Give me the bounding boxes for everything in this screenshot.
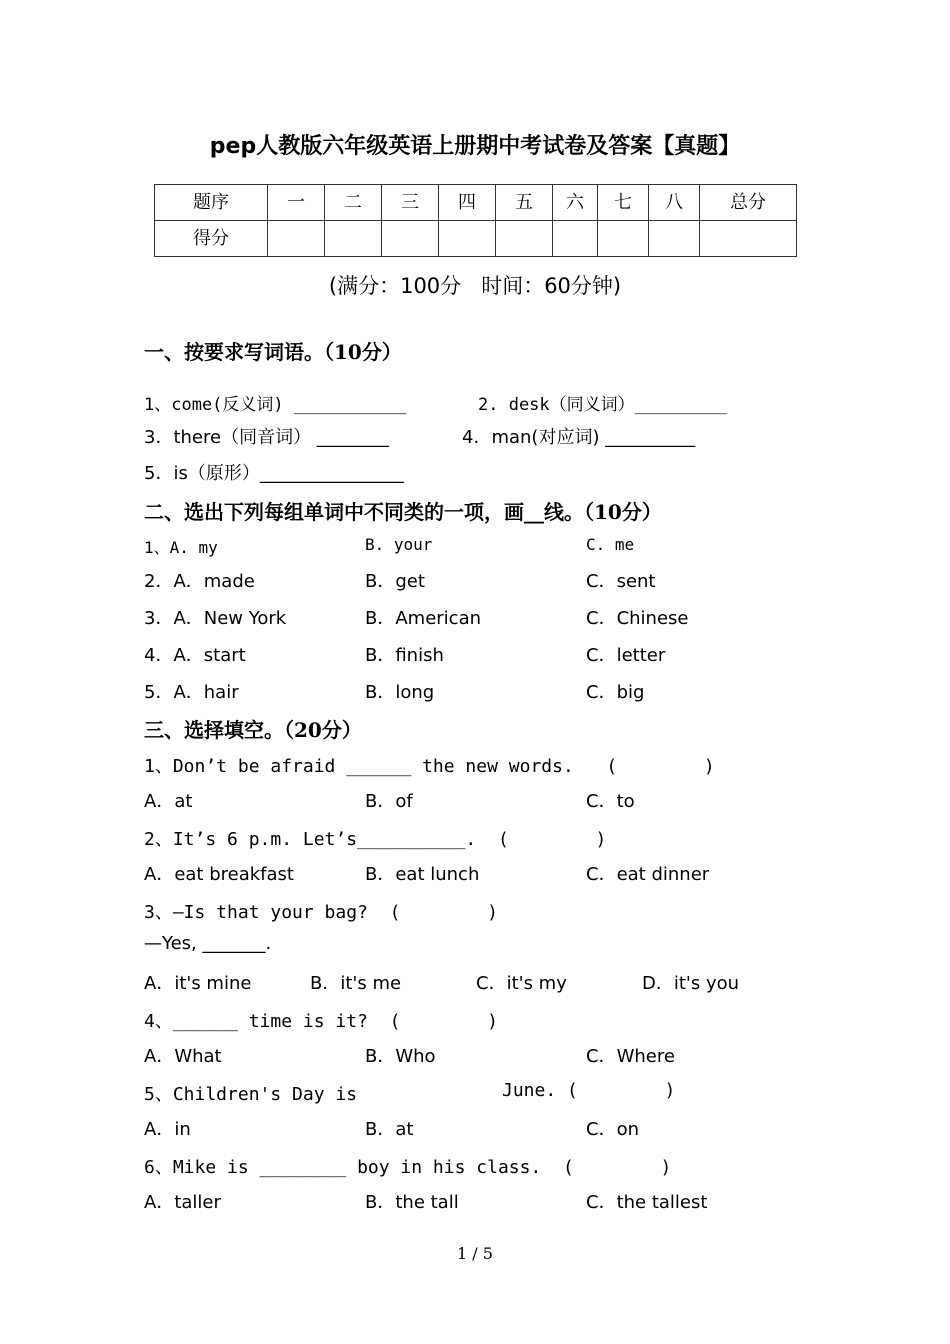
score-table <box>154 184 797 257</box>
s3-q1-option-c: C．to <box>586 791 635 812</box>
section-1-heading: 一、按要求写词语。（10分） <box>144 340 402 364</box>
s3-q6-option-a: A．taller <box>144 1192 221 1213</box>
s3-q2-option-c: C．eat dinner <box>586 864 710 885</box>
score-header-cell: 三 <box>382 185 439 221</box>
s3-q5-option-b: B．at <box>365 1119 414 1140</box>
s2-row-3-a: 3．A．New York <box>144 608 287 629</box>
s3-q5-option-a: A．in <box>144 1119 191 1140</box>
s3-question-6: 6、Mike is ________ boy in his class. ( ) <box>144 1157 672 1178</box>
s2-row-3-b: B．American <box>365 608 482 629</box>
section-2-heading: 二、选出下列每组单词中不同类的一项，画__线。（10分） <box>144 500 662 524</box>
score-table-score-row <box>155 221 797 257</box>
score-header-cell: 七 <box>598 185 649 221</box>
s1-question-3: 3．there（同音词） ________ <box>144 427 389 448</box>
s3-q3-option-c: C．it's my <box>476 973 567 994</box>
s3-question-4: 4、______ time is it? ( ) <box>144 1011 498 1032</box>
s1-question-5: 5．is（原形）________________ <box>144 463 404 484</box>
s1-question-2: 2. desk（同义词）_________ <box>478 395 727 415</box>
score-header-cell: 题序 <box>155 185 268 221</box>
score-input-cell[interactable] <box>649 221 700 257</box>
score-table-header-row <box>155 185 797 221</box>
page-title: pep人教版六年级英语上册期中考试卷及答案【真题】 <box>209 134 741 159</box>
s2-row-4-b: B．finish <box>365 645 444 666</box>
s2-row-2-c: C．sent <box>586 571 656 592</box>
score-header-cell: 四 <box>439 185 496 221</box>
s3-question-1: 1、Don’t be afraid ______ the new words. ( ) <box>144 756 715 777</box>
s3-q1-option-b: B．of <box>365 791 413 812</box>
s2-row-2-b: B．get <box>365 571 425 592</box>
s3-q4-option-c: C．Where <box>586 1046 675 1067</box>
s3-q6-option-b: B．the tall <box>365 1192 459 1213</box>
s2-row-4-a: 4．A．start <box>144 645 246 666</box>
score-header-cell: 二 <box>325 185 382 221</box>
s3-q3-option-b: B．it's me <box>310 973 402 994</box>
s3-question-5-part-1: 5、Children's Day is <box>144 1084 358 1105</box>
s3-q6-option-c: C．the tallest <box>586 1192 708 1213</box>
s2-row-4-c: C．letter <box>586 645 666 666</box>
s3-question-3: 3、—Is that your bag? ( ) <box>144 902 498 923</box>
s2-row-2-a: 2．A．made <box>144 571 255 592</box>
score-input-cell[interactable] <box>382 221 439 257</box>
section-3-heading: 三、选择填空。（20分） <box>144 718 362 742</box>
score-row-label: 得分 <box>155 221 268 257</box>
s3-q2-option-a: A．eat breakfast <box>144 864 294 885</box>
score-input-cell[interactable] <box>325 221 382 257</box>
s2-row-3-c: C．Chinese <box>586 608 689 629</box>
s3-q4-option-b: B．Who <box>365 1046 436 1067</box>
s3-question-3-answer-line: —Yes, _______. <box>144 933 272 954</box>
s3-question-5-part-2: June. ( ) <box>502 1080 676 1101</box>
s3-q1-option-a: A．at <box>144 791 193 812</box>
score-input-cell[interactable] <box>496 221 553 257</box>
score-header-cell: 五 <box>496 185 553 221</box>
s3-q4-option-a: A．What <box>144 1046 222 1067</box>
s2-row-1-b: B. your <box>365 535 433 554</box>
score-input-cell[interactable] <box>268 221 325 257</box>
exam-meta: (满分：100分 时间：60分钟) <box>328 274 622 298</box>
score-header-cell: 八 <box>649 185 700 221</box>
score-input-cell[interactable] <box>598 221 649 257</box>
score-input-cell[interactable] <box>700 221 797 257</box>
s1-question-4: 4．man(对应词) __________ <box>462 427 696 448</box>
s1-question-1: 1、come(反义词) ___________ <box>144 395 407 415</box>
s2-row-5-b: B．long <box>365 682 435 703</box>
score-header-cell: 一 <box>268 185 325 221</box>
page-number: 1 / 5 <box>457 1244 493 1263</box>
s3-q2-option-b: B．eat lunch <box>365 864 480 885</box>
s3-q3-option-d: D．it's you <box>642 973 740 994</box>
score-header-cell: 总分 <box>700 185 797 221</box>
s2-row-1-c: C. me <box>586 535 635 554</box>
s2-row-1-a: 1、A. my <box>144 538 218 557</box>
s3-q3-option-a: A．it's mine <box>144 973 252 994</box>
s3-q5-option-c: C．on <box>586 1119 639 1140</box>
s3-question-2: 2、It’s 6 p.m. Let’s__________. ( ) <box>144 829 607 850</box>
s2-row-5-a: 5．A．hair <box>144 682 239 703</box>
s2-row-5-c: C．big <box>586 682 645 703</box>
score-input-cell[interactable] <box>553 221 598 257</box>
score-input-cell[interactable] <box>439 221 496 257</box>
score-header-cell: 六 <box>553 185 598 221</box>
